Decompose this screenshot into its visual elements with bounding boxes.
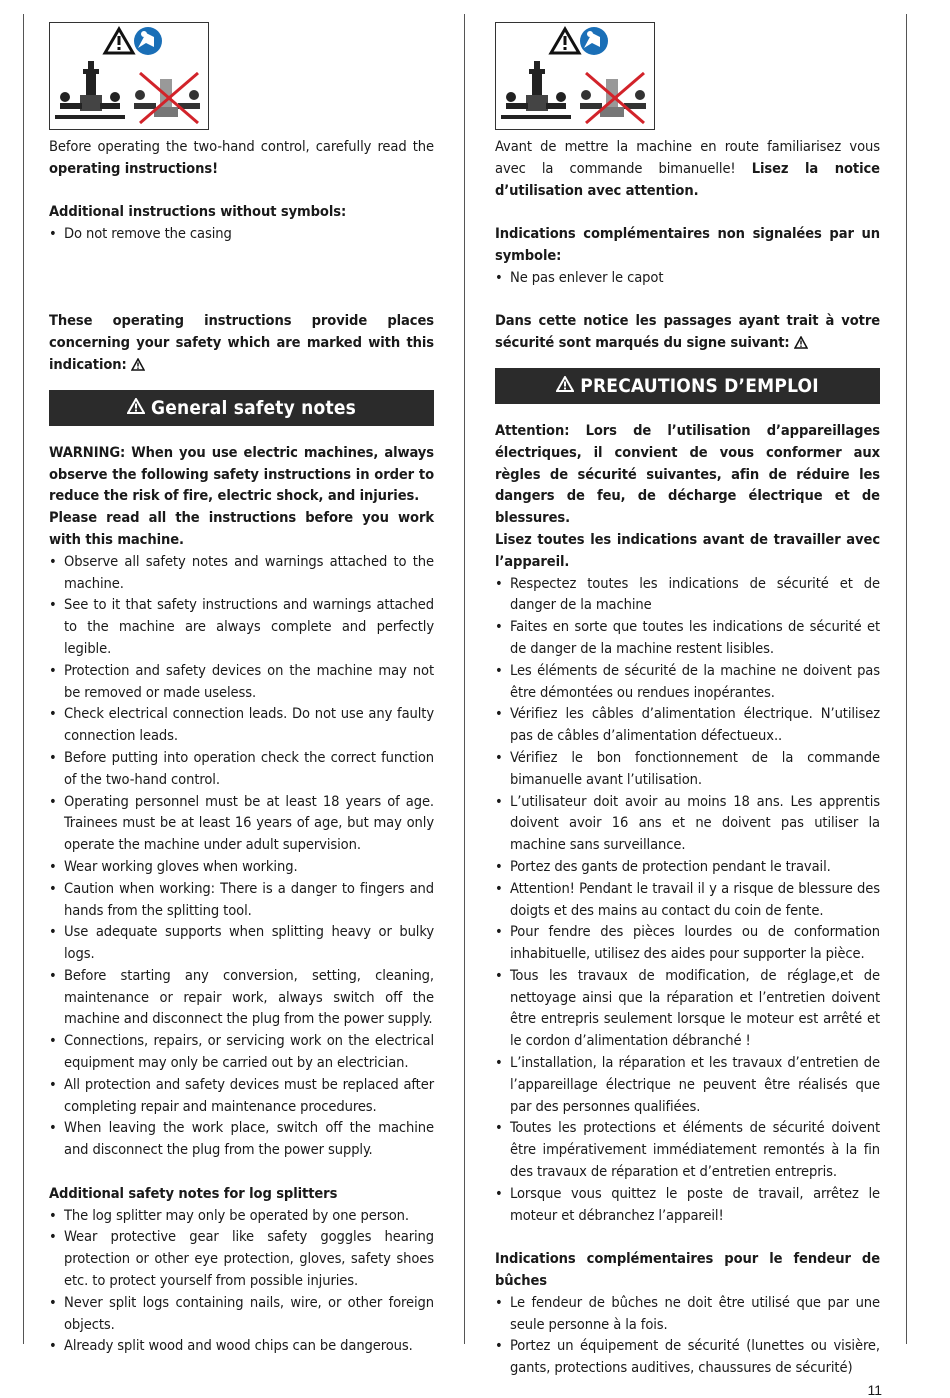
list-item: • Ne pas enlever le capot [495,267,880,289]
safety-pictogram-figure [495,22,655,130]
list-item: • Wear protective gear like safety goggles hearing protection or other eye protection, gloves, safety shoes etc. to protect yourself from possible injuries. [49,1226,434,1291]
log-splitter-heading: Indications complémentaires pour le fendeur de bûches [495,1250,880,1290]
list-item: • Operating personnel must be at least 18 years of age. Trainees must be at least 16 years of age, but may only operate the machine under adult supervision. [49,791,434,856]
intro-paragraph: Avant de mettre la machine en route familiarisez vous avec la commande bimanuelle! Lisez la notice d’utilisation avec attention. [495,138,880,199]
list-item: • Use adequate supports when splitting heavy or bulky logs. [49,921,434,965]
list-item: • Observe all safety notes and warnings attached to the machine. [49,551,434,595]
log-splitter-heading: Additional safety notes for log splitters [49,1184,338,1202]
warning-triangle-icon [131,356,145,378]
safety-marking-note: Dans cette notice les passages ayant trait à votre sécurité sont marqués du signe suivant: [495,310,880,356]
additional-instructions-list [495,267,880,289]
warning-triangle-icon [551,29,579,53]
list-item: • Le fendeur de bûches ne doit être utilisé que par une seule personne à la fois. [495,1292,880,1336]
log-splitter-list [495,1292,880,1379]
list-item: • Caution when working: There is a danger to fingers and hands from the splitting tool. [49,878,434,922]
list-item: • Lorsque vous quittez le poste de travail, arrêtez le moteur et débranchez l’appareil! [495,1183,880,1227]
section-title: General safety notes [150,396,357,419]
section-title: PRECAUTIONS D’EMPLOI [580,374,819,397]
log-splitter-pictogram [496,23,654,129]
list-item: • The log splitter may only be operated by one person. [49,1205,434,1227]
list-item: • Before starting any conversion, setting, cleaning, maintenance or repair work, always switch off the machine and disconnect the plug from the power supply. [49,965,434,1030]
list-item: • Portez un équipement de sécurité (lunettes ou visière, gants, protections auditives, chaussures de sécurité) [495,1335,880,1379]
french-column [495,22,880,1379]
list-item: • Attention! Pendant le travail il y a risque de blessure des doigts et des mains au contact du coin de fente. [495,878,880,922]
additional-instructions-heading: Indications complémentaires non signalées par un symbole: [495,225,880,264]
list-item: • Tous les travaux de modification, de réglage,et de nettoyage ainsi que la réparation et l’entretien doivent être entrepris seulement lorsque le moteur est arrêté et le cordon d’alimentation débranché ! [495,965,880,1052]
list-item: • See to it that safety instructions and warnings attached to the machine are always complete and perfectly legible. [49,594,434,659]
list-item: • Do not remove the casing [49,223,434,245]
warning-paragraph: WARNING: When you use electric machines, always observe the following safety instructions in order to reduce the risk of fire, electric shock, and injuries. [49,443,434,505]
two-operators-prohibited-icon [580,73,646,123]
list-item: • L’installation, la réparation et les travaux d’entretien de l’appareillage électrique ne peuvent être réalisés que par des personnes qualifiées. [495,1052,880,1117]
safety-marking-note: These operating instructions provide places concerning your safety which are marked with this indication: [49,310,434,377]
read-manual-icon [580,27,608,55]
additional-instructions-heading: Additional instructions without symbols: [49,203,347,221]
list-item: • Already split wood and wood chips can be dangerous. [49,1335,434,1357]
list-item: • Respectez toutes les indications de sécurité et de danger de la machine [495,573,880,617]
list-item: • Never split logs containing nails, wire, or other foreign objects. [49,1292,434,1336]
please-read-paragraph: Please read all the instructions before you work with this machine. [49,509,434,548]
warning-triangle-icon [127,397,145,419]
center-column-rule [464,14,465,1344]
log-splitter-pictogram [50,23,208,129]
intro-paragraph: Before operating the two-hand control, carefully read the operating instructions! [49,138,434,177]
list-item: • Check electrical connection leads. Do not use any faulty connection leads. [49,703,434,747]
warning-triangle-icon [556,375,574,397]
safety-notes-list [49,551,434,1161]
list-item: • Les éléments de sécurité de la machine ne doivent pas être démontées ou rendues inopérantes. [495,660,880,704]
warning-triangle-icon [794,334,808,356]
english-column [49,22,434,1357]
right-margin-rule [906,14,907,1344]
one-operator-icon [501,61,571,119]
warning-triangle-icon [105,29,133,53]
list-item: • Wear working gloves when working. [49,856,434,878]
list-item: • Pour fendre des pièces lourdes ou de conformation inhabituelle, utilisez des aides pour supporter la pièce. [495,921,880,965]
additional-instructions-list [49,223,434,245]
page-number: 11 [867,1382,882,1398]
section-banner [495,368,880,404]
list-item: • Vérifiez les câbles d’alimentation électrique. N’utilisez pas de câbles d’alimentation défectueux.. [495,703,880,747]
left-margin-rule [23,14,24,1344]
one-operator-icon [55,61,125,119]
list-item: • All protection and safety devices must be replaced after completing repair and maintenance procedures. [49,1074,434,1118]
read-manual-icon [134,27,162,55]
list-item: • Toutes les protections et éléments de sécurité doivent être impérativement immédiatement remontés à la fin des travaux de réparation et d’entretien entrepris. [495,1117,880,1182]
list-item: • Vérifiez le bon fonctionnement de la commande bimanuelle avant l’utilisation. [495,747,880,791]
list-item: • L’utilisateur doit avoir au moins 18 ans. Les apprentis doivent avoir 16 ans et ne doivent pas utiliser la machine sans surveillance. [495,791,880,856]
safety-notes-list [495,573,880,1227]
list-item: • Connections, repairs, or servicing work on the electrical equipment may only be carried out by an electrician. [49,1030,434,1074]
list-item: • Before putting into operation check the correct function of the two-hand control. [49,747,434,791]
list-item: • Protection and safety devices on the machine may not be removed or made useless. [49,660,434,704]
log-splitter-list [49,1205,434,1358]
list-item: • Portez des gants de protection pendant le travail. [495,856,880,878]
please-read-paragraph: Lisez toutes les indications avant de travailler avec l’appareil. [495,530,880,570]
list-item: • Faites en sorte que toutes les indications de sécurité et de danger de la machine restent lisibles. [495,616,880,660]
section-banner [49,390,434,426]
two-operators-prohibited-icon [134,73,200,123]
safety-pictogram-figure [49,22,209,130]
warning-paragraph: Attention: Lors de l’utilisation d’appareillages électriques, il convient de vous conformer aux règles de sécurité suivantes, afin de réduire les dangers de feu, de décharge électrique et de blessures. [495,421,880,527]
list-item: • When leaving the work place, switch off the machine and disconnect the plug from the power supply. [49,1117,434,1161]
